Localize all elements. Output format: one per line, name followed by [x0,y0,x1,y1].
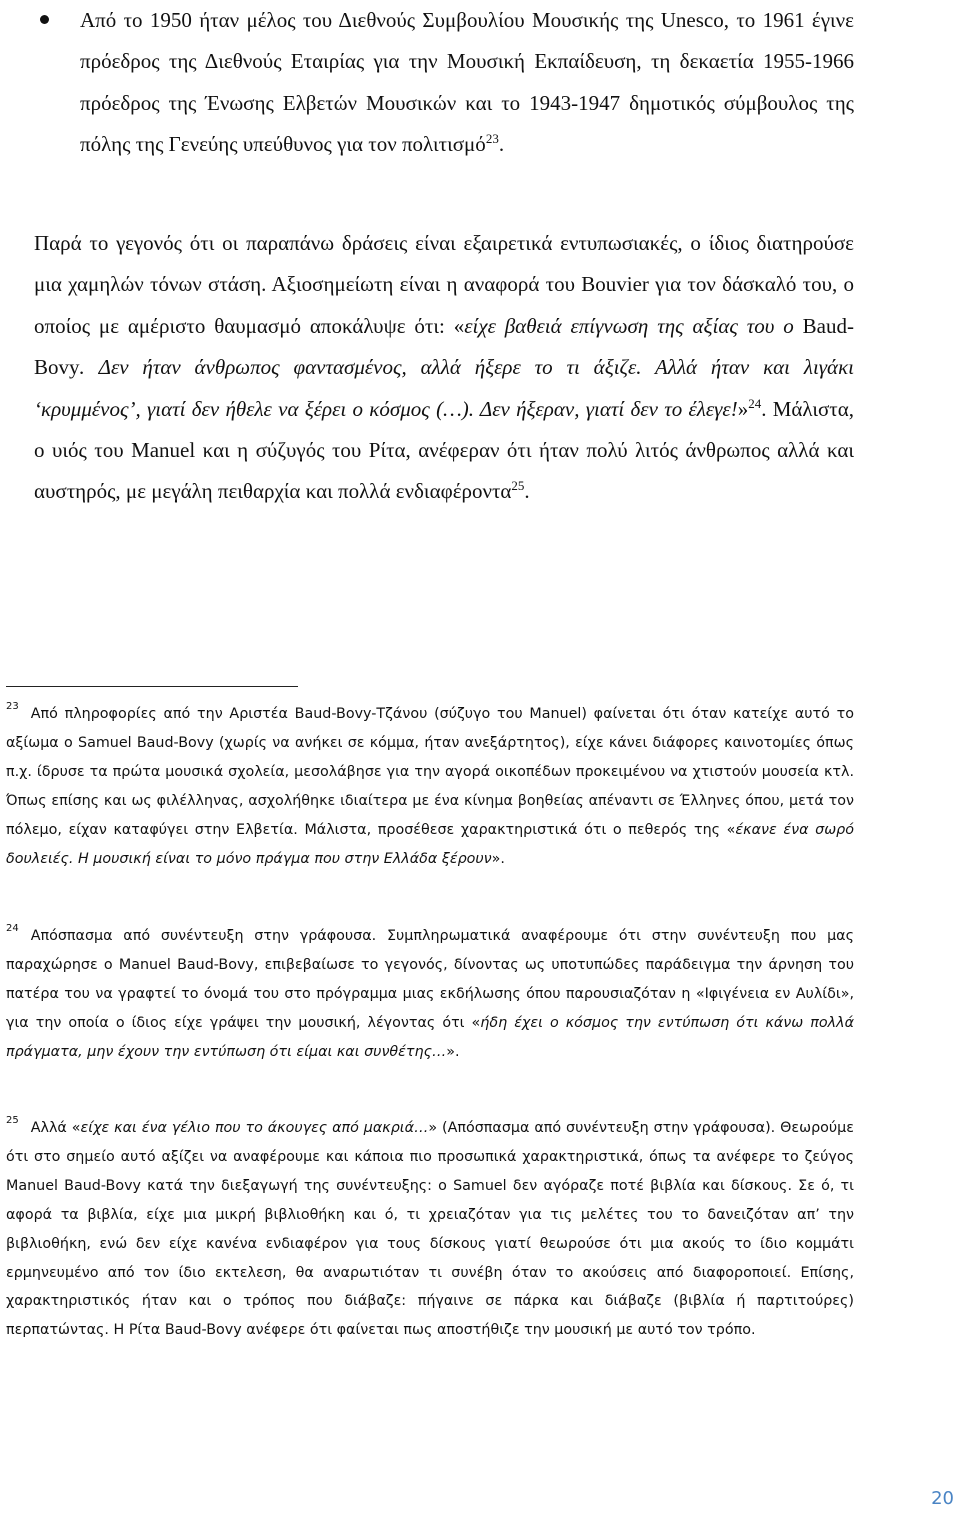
footnote-separator [6,686,298,687]
bullet-text: Από το 1950 ήταν μέλος του Διεθνούς Συμβουλίου Μουσικής της Unesco, το 1961 έγινε πρόεδρος της Διεθνούς Εταιρίας για την Μουσική Εκπαίδευση, τη δεκαετία 1955-1966 πρόεδρος της Ένωσης Ελβετών Μουσικών και το 1943-1947 δημοτικός σύμβουλος της πόλης της Γενεύης υπεύθυνος για τον πολιτισμό [80,8,854,157]
footnote-number: 25 [6,1115,19,1126]
bullet-icon [40,15,49,24]
quote-italic: . Δεν ήταν άνθρωπος φαντασμένος, αλλά ήξερε το τι άξιζε. Αλλά ήταν και λιγάκι ‘κρυμμένος’, γιατί δεν ήθελε να ξέρει ο κόσμος (…). Δεν ήξεραν, γιατί δεν το έλεγε! [34,355,854,421]
footnote-ref[interactable]: 25 [511,478,525,494]
quote-italic: είχε βαθειά επίγνωση της αξίας του ο [464,313,803,338]
footnote-24: $^{24}$ Απόσπασμα από συνέντευξη στην γράφουσα. Συμπληρωματικά αναφέρουμε ότι στην συνέντευξη που μας παραχώρησε ο Manuel Baud-Bovy, επιβεβαίωσε το γεγονός, δίνοντας ως υποτυπώδες παράδειγμα την άρνηση του πατέρα του να γραφτεί το όνομά του στο πρόγραμμα μιας εκδήλωσης όπου παρουσιαζόταν η «Ιφιγένεια εν Αυλίδι», για την οποία ο ίδιος είχε γράψει την μουσική, λέγοντας ότι «ήδη έχει ο κόσμος την εντύπωση ότι κάνω πολλά πράγματα, μην έχουν την εντύπωση ότι είμαι και συνθέτης…». [6,923,854,1060]
page-number: 20 [931,1488,954,1509]
footnote-ref[interactable]: 23 [485,131,499,147]
footnote-number: 24 [6,923,19,934]
footnote-ref[interactable]: 24 [748,395,762,411]
footnote-23: $^{23}$ Από πληροφορίες από την Αριστέα Baud-Bovy-Τζάνου (σύζυγο του Manuel) φαίνεται ότι όταν κατείχε αυτό το αξίωμα ο Samuel Baud-Bovy (χωρίς να ανήκει σε κόμμα, ήταν ανεξάρτητος), είχε κάνει διάφορες καινοτομίες όπως π.χ. ίδρυσε τα πρώτα μουσικά σχολεία, μεσολάβησε για την αγορά οικοπέδων προκειμένου να χτιστούν μουσεία κτλ. Όπως επίσης και ως φιλέλληνας, ασχολήθηκε ιδιαίτερα με ένα κίνημα βοηθείας απέναντι σε Έλληνες όπου, μετά τον πόλεμο, είχαν καταφύγει στην Ελβετία. Μάλιστα, προσέθεσε χαρακτηριστικά ότι ο πεθερός της «έκανε ένα σωρό δουλειές. Η μουσική είναι το μόνο πράγμα που στην Ελλάδα ξέρουν». [6,701,854,867]
bullet-paragraph: Από το 1950 ήταν μέλος του Διεθνούς Συμβουλίου Μουσικής της Unesco, το 1961 έγινε πρόεδρος της Διεθνούς Εταιρίας για την Μουσική Εκπαίδευση, τη δεκαετία 1955-1966 πρόεδρος της Ένωσης Ελβετών Μουσικών και το 1943-1947 δημοτικός σύμβουλος της πόλης της Γενεύης υπεύθυνος για τον πολιτισμό$^{23}$. [80,8,854,157]
footnote-25: $^{25}$ Αλλά «είχε και ένα γέλιο που το άκουγες από μακριά…» (Απόσπασμα από συνέντευξη στην γράφουσα). Θεωρούμε ότι στο σημείο αυτό αξίζει να αναφέρουμε και κάποια πιο προσωπικά χαρακτηριστικά, όπως τα ανέφερε το ζεύγος Manuel Baud-Bovy κατά την διεξαγωγή της συνέντευξης: ο Samuel δεν αγόραζε ποτέ βιβλία και δίσκους. Σε ό, τι αφορά τα βιβλία, είχε μια μικρή βιβλιοθήκη και ό, τι χρειαζόταν για τις μελέτες του το δανειζόταν απ’ την βιβλιοθήκη, ενώ δεν είχε κανένα ενδιαφέρον για τους δίσκους γιατί θεωρούσε ότι μια ακούς το ίδιο κομμάτι ερμηνευμένο από τον ίδιο εκτελεση, θα αναρωτιόταν τι συνέβη όταν το ακούσεις από διαφοροποιεί. Επίσης, χαρακτηριστικός ήταν και ο τρόπος που διάβαζε: πήγαινε σε πάρκα και διάβαζε (βιβλία ή παρτιτούρες) περπατώντας. Η Ρίτα Baud-Bovy ανέφερε ότι φαίνεται πως αποστήθιζε την μουσική με αυτό τον τρόπο. [6,1115,854,1339]
footnote-number: 23 [6,701,19,712]
body-paragraph: Παρά το γεγονός ότι οι παραπάνω δράσεις είναι εξαιρετικά εντυπωσιακές, ο ίδιος διατηρούσε μια χαμηλών τόνων στάση. Αξιοσημείωτη είναι η αναφορά του Bouvier για τον δάσκαλό του, ο οποίος με αμέριστο θαυμασμό αποκάλυψε ότι: «είχε βαθειά επίγνωση της αξίας του ο Baud-Bovy. Δεν ήταν άνθρωπος φαντασμένος, αλλά ήξερε το τι άξιζε. Αλλά ήταν και λιγάκι ‘κρυμμένος’, γιατί δεν ήθελε να ξέρει ο κόσμος (…). Δεν ήξεραν, γιατί δεν το έλεγε!»$^{24}$. Μάλιστα, ο υιός του Manuel και η σύζυγός του Ρίτα, ανέφεραν ότι ήταν πολύ λιτός άνθρωπος αλλά και αυστηρός, με μεγάλη πειθαρχία και πολλά ενδιαφέροντα$^{25}$. [34,231,854,504]
